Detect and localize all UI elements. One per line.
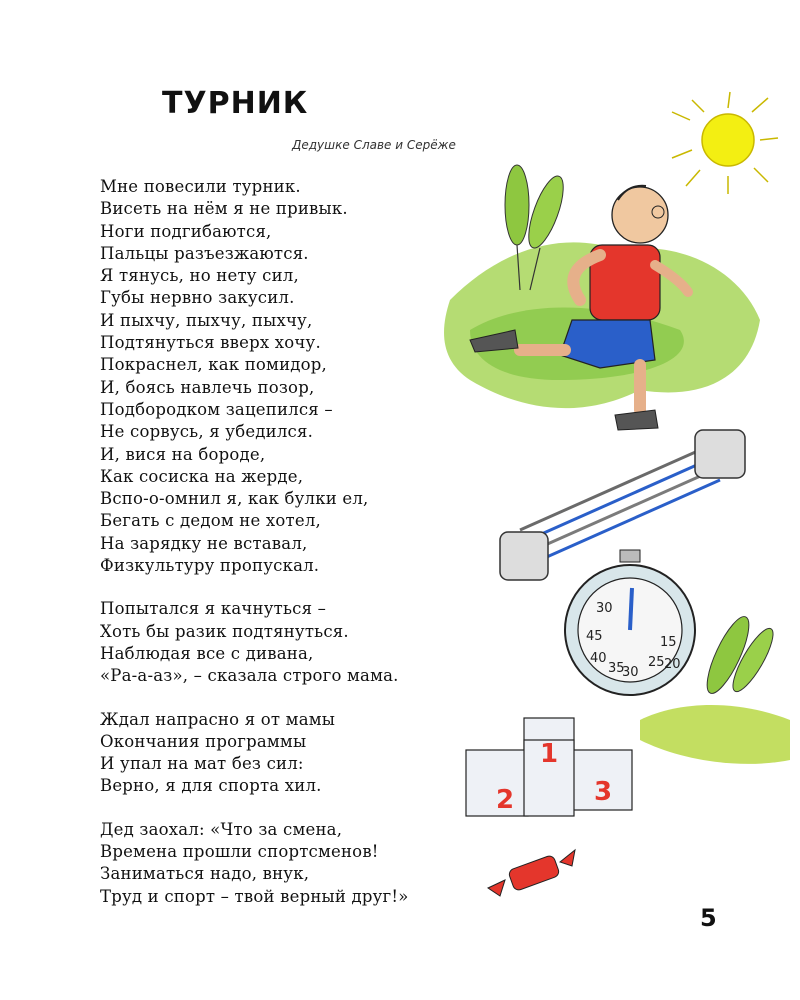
poem-text: [100, 176, 409, 929]
stopwatch-number: 20: [664, 657, 681, 672]
candy-icon: [488, 850, 575, 896]
poem-line: Как сосиска на жерде,: [100, 466, 304, 486]
podium-number: 2: [496, 785, 515, 815]
poem-line: Попытался я качнуться –: [100, 599, 327, 619]
stanza-4: [100, 819, 409, 908]
stanza-2: [100, 598, 409, 687]
stanza-3: [100, 709, 409, 798]
poem-line: На зарядку не вставал,: [100, 533, 308, 553]
poem-line: Дед заохал: «Что за смена,: [100, 819, 343, 839]
page-number: 5: [700, 904, 717, 932]
poem-line: Хоть бы разик подтянуться.: [100, 621, 349, 641]
stopwatch-number: 25: [648, 655, 665, 670]
stopwatch-icon: [565, 550, 695, 695]
poem-line: Я тянусь, но нету сил,: [100, 266, 299, 286]
poem-line: Физкультуру пропускал.: [100, 556, 320, 576]
poem-line: Мне повесили турник.: [100, 177, 301, 196]
poem-line: И, вися на бороде,: [100, 444, 266, 464]
poem-line: Времена прошли спортсменов!: [100, 842, 379, 862]
poem-line: Наблюдая все с дивана,: [100, 643, 314, 663]
poem-line: И упал на мат без сил:: [100, 754, 304, 774]
poem-line: Окончания программы: [100, 731, 307, 751]
dedication: Дедушке Славе и Серёже: [292, 138, 456, 152]
stopwatch-number: 30: [596, 601, 613, 616]
stopwatch-number: 40: [590, 651, 607, 666]
poem-line: Вспо-о-омнил я, как булки ел,: [100, 489, 369, 509]
stopwatch-number: 30: [622, 665, 639, 680]
podium-icon: [466, 718, 632, 816]
stopwatch-number: 35: [608, 661, 625, 676]
stopwatch-number: 15: [660, 635, 677, 650]
poem-line: Труд и спорт – твой верный друг!»: [100, 886, 409, 906]
stopwatch-number: 45: [586, 629, 603, 644]
poem-line: Пальцы разъезжаются.: [100, 243, 309, 263]
poem-line: Заниматься надо, внук,: [100, 864, 310, 884]
stanza-1: [100, 176, 409, 577]
poem-title: ТУРНИК: [162, 86, 309, 121]
podium-number: 1: [540, 739, 559, 769]
poem-line: «Ра-а-аз», – сказала строго мама.: [100, 666, 399, 686]
poem-line: Покраснел, как помидор,: [100, 355, 327, 375]
poem-line: Висеть на нём я не привык.: [100, 199, 348, 219]
illustration: [440, 90, 800, 920]
poem-line: Не сорвусь, я убедился.: [100, 422, 314, 442]
poem-line: Подтянуться вверх хочу.: [100, 333, 321, 353]
poem-line: Ждал напрасно я от мамы: [100, 709, 336, 729]
sun-icon: [672, 92, 778, 194]
podium-number: 3: [594, 777, 613, 807]
poem-line: И пыхчу, пыхчу, пыхчу,: [100, 310, 313, 330]
poem-line: И, боясь навлечь позор,: [100, 377, 315, 397]
poem-line: Ноги подгибаются,: [100, 221, 272, 241]
poem-line: Бегать с дедом не хотел,: [100, 511, 321, 531]
poem-line: Губы нервно закусил.: [100, 288, 295, 308]
poem-line: Подбородком зацепился –: [100, 399, 333, 419]
poem-line: Верно, я для спорта хил.: [100, 776, 322, 796]
